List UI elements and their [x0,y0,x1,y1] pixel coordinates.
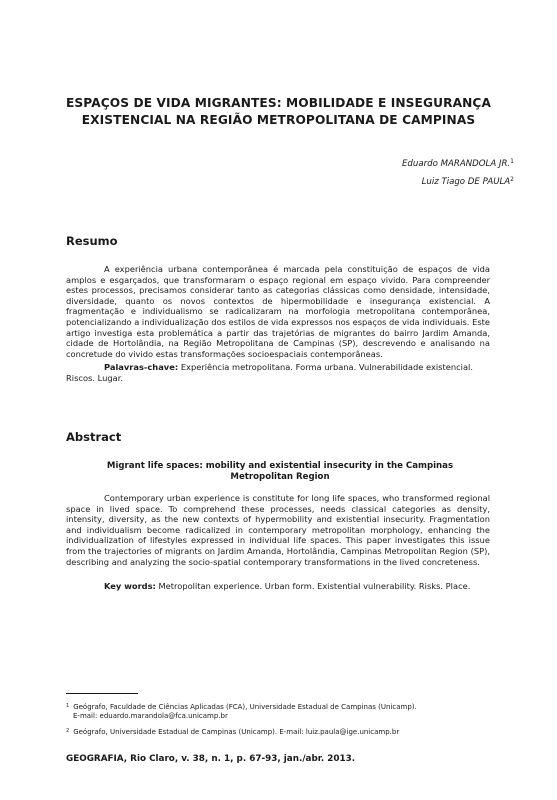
footnote-1-line-2: E-mail: eduardo.marandola@fca.unicamp.br [73,712,228,721]
footnote-2-line-1: Geógrafo, Universidade Estadual de Campinas (Unicamp). E-mail: luiz.paula@ige.unicamp.br [73,728,400,736]
abstract-heading: Abstract [66,430,122,444]
title-line-2: EXISTENCIAL NA REGIÃO METROPOLITANA DE CAMPINAS [81,113,476,127]
article-title [60,95,497,129]
journal-reference: GEOGRAFIA, Rio Claro, v. 38, n. 1, p. 67-93, jan./abr. 2013. [66,754,356,764]
resumo-heading: Resumo [66,234,118,248]
abstract-keywords-text: Metropolitan experience. Urban form. Existential vulnerability. Risks. Place. [158,581,471,591]
abstract-keywords [66,581,490,592]
footnote-1 [66,702,496,722]
footnote-1-mark: 1 [66,703,70,709]
author-2 [422,176,514,187]
abstract-keywords-label: Key words: [104,581,156,591]
footnote-separator [66,693,138,694]
resumo-keywords-text: Experiência metropolitana. Forma urbana. Vulnerabilidade existencial. Riscos. Lugar. [66,362,473,383]
author-1 [402,158,514,169]
footnote-1-line-1: Geógrafo, Faculdade de Ciências Aplicadas (FCA), Universidade Estadual de Campinas (Unicamp). [73,703,417,711]
resumo-body: A experiência urbana contemporânea é marcada pela constituição de espaços de vida amplos e esgarçados, que transformaram o espaço regional em espaço vivido. Para compreender estes processos, precisamos considerar tanto as categorias clássicas como densidade, intensidade, diversidade, quanto os novos contextos de hipermobilidade e insegurança existencial. A fragmentação e individualismo se radicalizaram na morfologia metropolitana contemporânea, potencializando a individualização dos estilos de vida expressos nos espaços de vida individuais. Este artigo investiga esta problemática a partir das trajetórias de migrantes do bairro Jardim Amanda, cidade de Hortolândia, na Região Metropolitana de Campinas (SP), descrevendo e analisando na concretude do vivido estas transformações socioespaciais contemporâneas. [66,264,490,359]
footnote-2-mark: 2 [66,728,70,734]
author-2-name: Luiz Tiago DE PAULA [421,177,511,187]
resumo-keywords-label: Palavras-chave: [104,362,179,372]
author-2-footnote-mark[interactable]: 2 [510,176,514,183]
author-1-footnote-mark[interactable]: 1 [510,158,514,165]
resumo-keywords [66,362,490,383]
author-1-name: Eduardo MARANDOLA JR. [402,159,511,169]
footnote-2 [66,727,496,737]
abstract-subtitle: Migrant life spaces: mobility and existential insecurity in the Campinas Metropolitan Region [106,461,454,482]
title-line-1: ESPAÇOS DE VIDA MIGRANTES: MOBILIDADE E INSEGURANÇA [66,96,491,110]
abstract-body: Contemporary urban experience is constitute for long life spaces, who transformed regional space in lived space. To comprehend these processes, needs classical categories as density, intensity, diversity, as the new contexts of hypermobility and existential insecurity. Fragmentation and individualism become radicalized in contemporary metropolitan morphology, enhancing the individualization of lifestyles expressed in individual life spaces. This paper investigates this issue from the trajectories of migrants on Jardim Amanda, Hortolândia, Campinas Metropolitan Region (SP), describing and analyzing the socio-spatial contemporary transformations in the lived concreteness. [66,493,490,567]
